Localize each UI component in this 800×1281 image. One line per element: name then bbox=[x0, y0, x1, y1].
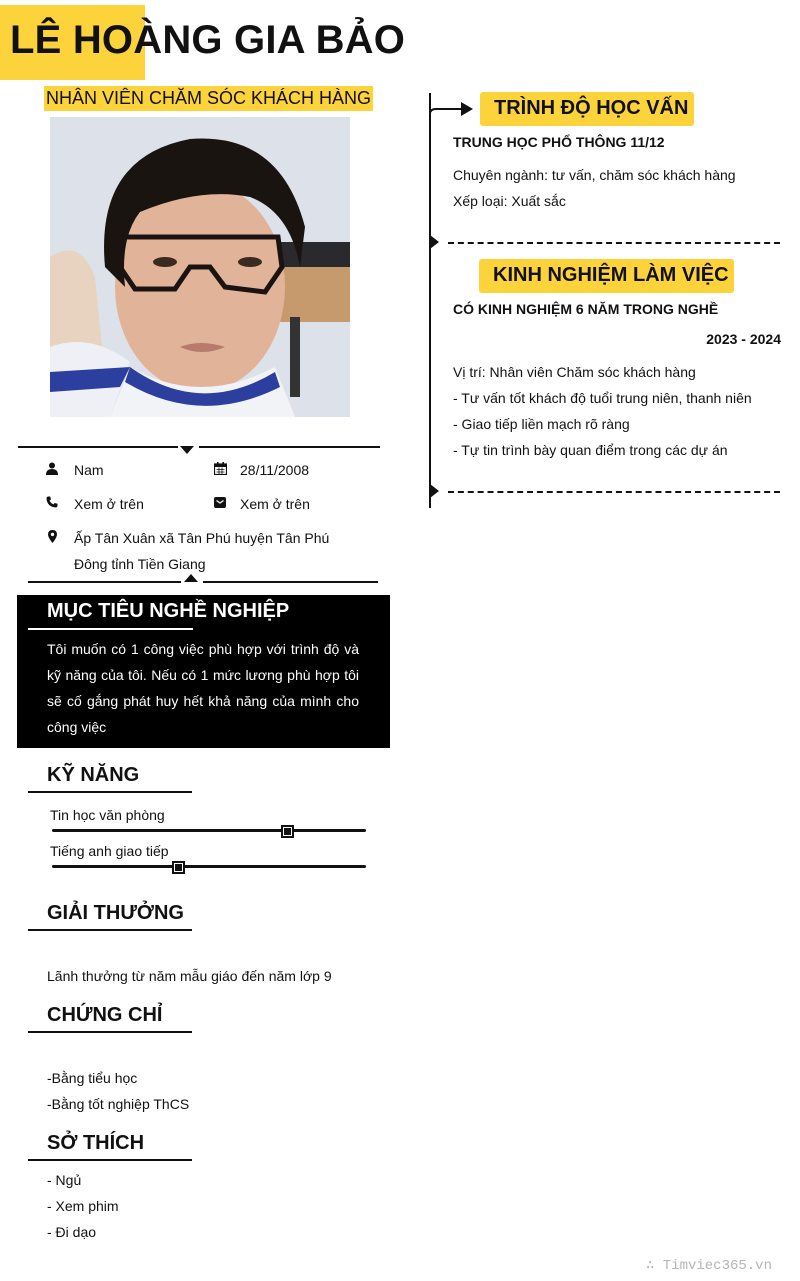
contact-divider-top-left bbox=[18, 446, 178, 448]
certificate-item: -Bằng tiểu học bbox=[47, 1070, 138, 1086]
job-title: NHÂN VIÊN CHĂM SÓC KHÁCH HÀNG bbox=[44, 86, 373, 111]
skill-bar-english bbox=[52, 865, 366, 868]
phone-icon bbox=[45, 495, 59, 509]
arrow-right-icon bbox=[428, 100, 474, 122]
objective-text: Tôi muốn có 1 công việc phù hợp với trình độ và kỹ năng của tôi. Nếu có 1 mức lương phù hợp tôi sẽ cố gắng phát huy hết khả năng của mình cho công việc bbox=[47, 641, 359, 735]
profile-photo bbox=[50, 117, 350, 417]
email-value: Xem ở trên bbox=[240, 496, 310, 512]
gender-value: Nam bbox=[74, 462, 104, 478]
hobby-item: - Xem phim bbox=[47, 1198, 119, 1214]
section-divider bbox=[448, 242, 780, 244]
contact-divider-bottom-left bbox=[28, 581, 181, 583]
skill-bar-office bbox=[52, 829, 366, 832]
address-line-2: Đông tỉnh Tiền Giang bbox=[74, 556, 206, 572]
timeline-marker-icon bbox=[430, 484, 439, 498]
section-divider bbox=[448, 491, 780, 493]
experience-company: CÓ KINH NGHIỆM 6 NĂM TRONG NGHỀ bbox=[453, 301, 719, 317]
user-icon bbox=[45, 461, 59, 475]
skill-level-handle bbox=[172, 861, 185, 874]
education-major: Chuyên ngành: tư vấn, chăm sóc khách hàng bbox=[453, 167, 736, 183]
watermark: ∴ Timviec365.vn bbox=[645, 1258, 772, 1274]
timeline-line bbox=[429, 93, 431, 508]
education-title: TRÌNH ĐỘ HỌC VẤN bbox=[494, 97, 689, 119]
phone-value: Xem ở trên bbox=[74, 496, 144, 512]
skill-level-handle bbox=[281, 825, 294, 838]
caret-down-icon bbox=[180, 446, 194, 454]
hobby-item: - Đi dạo bbox=[47, 1224, 97, 1240]
education-rank: Xếp loại: Xuất sắc bbox=[453, 193, 566, 209]
skill-label: Tiếng anh giao tiếp bbox=[50, 843, 169, 859]
experience-position: Vị trí: Nhân viên Chăm sóc khách hàng bbox=[453, 364, 696, 380]
hobby-item: - Ngủ bbox=[47, 1172, 82, 1188]
skill-label: Tin học văn phòng bbox=[50, 807, 165, 823]
contact-divider-bottom-right bbox=[203, 581, 378, 583]
birthday-value: 28/11/2008 bbox=[240, 462, 310, 478]
skills-title: KỸ NĂNG bbox=[47, 764, 140, 786]
awards-title-underline bbox=[28, 929, 192, 931]
hobbies-title: SỞ THÍCH bbox=[47, 1132, 145, 1154]
certificate-item: -Bằng tốt nghiệp ThCS bbox=[47, 1096, 190, 1112]
awards-title: GIẢI THƯỞNG bbox=[47, 902, 184, 924]
certificates-title: CHỨNG CHỈ bbox=[47, 1004, 163, 1026]
certificates-title-underline bbox=[28, 1031, 192, 1033]
education-school: TRUNG HỌC PHỔ THÔNG 11/12 bbox=[453, 134, 665, 150]
experience-detail: - Tư vấn tốt khách độ tuổi trung niên, thanh niên bbox=[453, 390, 752, 406]
contact-divider-top-right bbox=[199, 446, 380, 448]
skills-title-underline bbox=[28, 791, 192, 793]
awards-text: Lãnh thưởng từ năm mẫu giáo đến năm lớp 9 bbox=[47, 968, 332, 984]
envelope-icon bbox=[213, 495, 227, 509]
objective-title-underline bbox=[28, 628, 193, 630]
experience-period: 2023 - 2024 bbox=[706, 331, 781, 347]
hobbies-title-underline bbox=[28, 1159, 192, 1161]
objective-title: MỤC TIÊU NGHỀ NGHIỆP bbox=[47, 600, 290, 622]
calendar-icon bbox=[213, 461, 227, 475]
experience-title: KINH NGHIỆM LÀM VIỆC bbox=[493, 264, 729, 286]
map-marker-icon bbox=[45, 529, 59, 543]
candidate-name: LÊ HOÀNG GIA BẢO bbox=[10, 18, 406, 62]
experience-detail: - Tự tin trình bày quan điểm trong các dự án bbox=[453, 442, 728, 458]
caret-up-icon bbox=[184, 574, 198, 582]
avatar-illustration bbox=[50, 117, 350, 417]
timeline-marker-icon bbox=[430, 235, 439, 249]
experience-detail: - Giao tiếp liền mạch rõ ràng bbox=[453, 416, 630, 432]
address-line-1: Ấp Tân Xuân xã Tân Phú huyện Tân Phú bbox=[74, 530, 330, 546]
